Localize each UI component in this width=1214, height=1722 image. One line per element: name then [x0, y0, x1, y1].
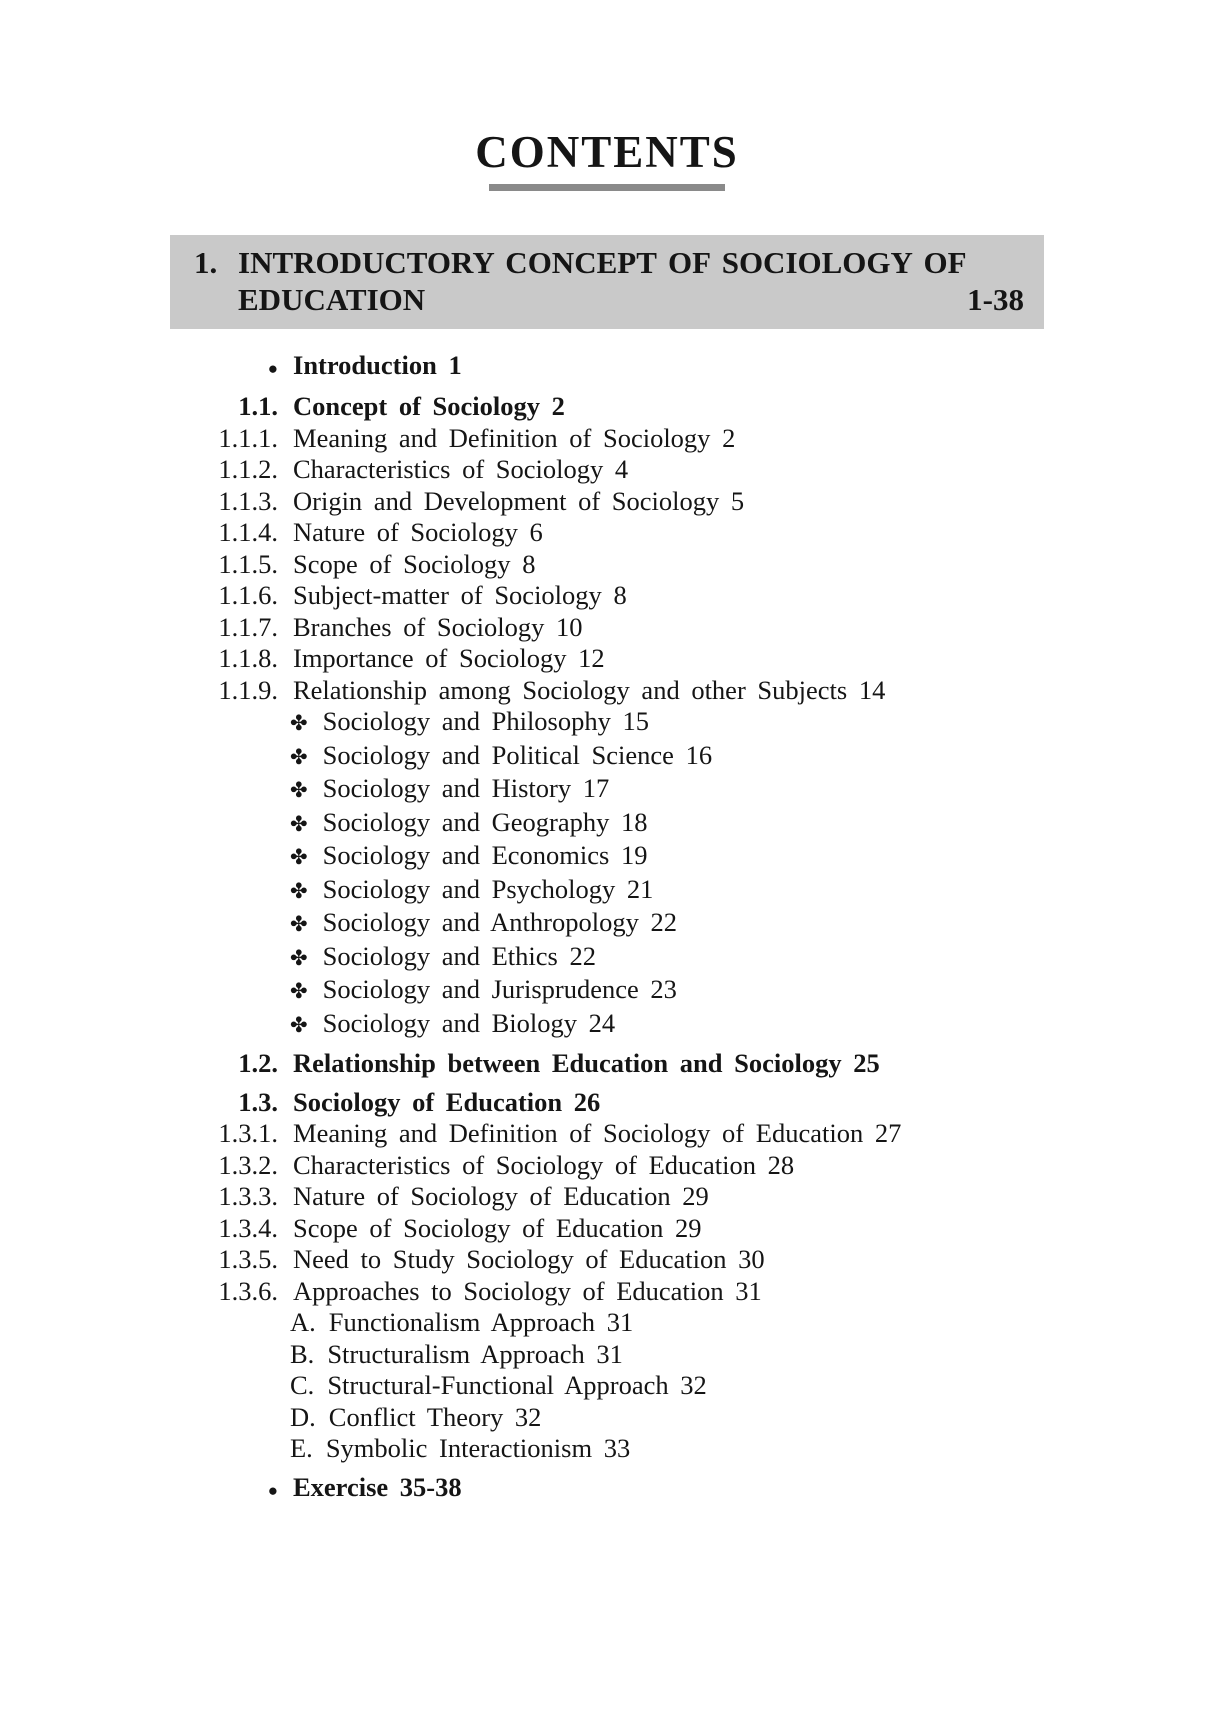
entry-page: 18 [620, 806, 648, 837]
entry-page: 8 [522, 548, 536, 579]
entry-letter: C. [290, 1370, 315, 1400]
clover-bullet-icon: ✤ [290, 778, 308, 802]
entry-page: 5 [730, 485, 745, 516]
entry-label: Characteristics of Sociology of Education [293, 1149, 757, 1180]
chapter-header-bar [170, 235, 1044, 329]
toc-row [148, 1181, 1214, 1213]
entry-label: Sociology and Geography [322, 806, 610, 837]
entry-page: 32 [680, 1370, 707, 1400]
entry-letter: D. [290, 1401, 316, 1432]
toc-row [148, 1008, 1214, 1042]
entry-label: Approaches to Sociology of Education [293, 1275, 724, 1306]
entry-number: 1.3.1. [218, 1118, 278, 1148]
toc-row [148, 1244, 1214, 1276]
entry-number: 1.1.1. [218, 422, 278, 453]
entry-page: 27 [874, 1118, 902, 1148]
toc-row [148, 643, 1214, 675]
entry-label: Meaning and Definition of Sociology [293, 422, 711, 453]
entry-number: 1.1.8. [218, 643, 278, 673]
entry-page: 14 [858, 674, 886, 705]
entry-page: 23 [650, 974, 677, 1004]
toc-row [148, 1307, 1214, 1339]
entry-letter: B. [290, 1338, 315, 1369]
toc-row [148, 486, 1214, 518]
entry-page: 10 [556, 611, 583, 642]
toc-row [148, 1402, 1214, 1434]
entry-page: 35-38 [399, 1471, 462, 1502]
clover-bullet-icon: ✤ [290, 845, 308, 869]
entry-number: 1.1.4. [218, 517, 278, 547]
entry-label: Relationship between Education and Sociology [293, 1048, 842, 1078]
toc-row [148, 1213, 1214, 1245]
entry-letter: A. [290, 1307, 316, 1337]
entry-label: Branches of Sociology [293, 611, 545, 642]
toc-row [148, 807, 1214, 841]
entry-number: 1.3.5. [218, 1244, 278, 1274]
entry-page: 31 [596, 1338, 623, 1369]
entry-page: 31 [606, 1307, 634, 1337]
entry-number: 1.3.3. [218, 1181, 278, 1211]
entry-label: Nature of Sociology [293, 517, 518, 547]
clover-bullet-icon: ✤ [290, 878, 308, 903]
entry-number: 1.1. [238, 391, 278, 421]
entry-label: Introduction [293, 349, 437, 380]
entry-page: 2 [722, 422, 736, 453]
page-title: CONTENTS [475, 127, 739, 177]
entry-number: 1.1.2. [218, 454, 278, 484]
entry-page: 29 [674, 1212, 702, 1243]
clover-bullet-icon: ✤ [290, 811, 308, 836]
entry-label: Sociology and History [322, 773, 572, 803]
entry-page: 33 [603, 1433, 631, 1463]
toc-row [148, 974, 1214, 1008]
chapter-title-line2: EDUCATION [238, 281, 426, 317]
toc-row [148, 1087, 1214, 1119]
toc-row [148, 1433, 1214, 1465]
entry-page: 25 [853, 1048, 880, 1078]
entry-page: 29 [682, 1181, 709, 1211]
entry-number: 1.1.3. [218, 485, 278, 516]
toc-row [148, 1472, 1214, 1507]
toc-row [148, 773, 1214, 807]
entry-page: 30 [738, 1244, 765, 1274]
entry-label: Sociology and Anthropology [322, 907, 639, 937]
toc-row [148, 840, 1214, 874]
toc-row [148, 740, 1214, 774]
toc-row [148, 350, 1214, 385]
entry-page: 6 [529, 517, 543, 547]
toc-row [148, 454, 1214, 486]
toc-row [148, 549, 1214, 581]
entry-label: Sociology and Jurisprudence [322, 974, 639, 1004]
entry-label: Sociology and Philosophy [322, 706, 611, 736]
entry-label: Sociology and Ethics [322, 940, 558, 971]
toc-row [148, 1118, 1214, 1150]
entry-page: 28 [767, 1149, 795, 1180]
clover-bullet-icon: ✤ [290, 979, 308, 1003]
entry-label: Functionalism Approach [328, 1307, 596, 1337]
entry-label: Origin and Development of Sociology [293, 485, 720, 516]
entry-label: Sociology of Education [293, 1086, 563, 1117]
entry-number: 1.2. [238, 1048, 278, 1078]
title-underline [489, 184, 725, 191]
entry-page: 15 [622, 706, 649, 736]
toc-row [148, 1370, 1214, 1402]
chapter-number: 1. [194, 244, 218, 280]
entry-number: 1.1.7. [218, 611, 278, 642]
entry-number: 1.1.5. [218, 548, 278, 579]
bullet-icon: ● [267, 358, 278, 378]
entry-page: 22 [569, 940, 596, 971]
entry-page: 22 [650, 907, 677, 937]
entry-label: Sociology and Biology [322, 1007, 577, 1038]
clover-bullet-icon: ✤ [290, 711, 308, 735]
entry-number: 1.3.2. [218, 1149, 278, 1180]
entry-label: Sociology and Political Science [322, 739, 674, 770]
entry-letter: E. [290, 1433, 313, 1463]
toc-row [148, 423, 1214, 455]
toc-list [0, 350, 1214, 1507]
entry-label: Sociology and Economics [322, 840, 610, 870]
chapter-page-range: 1-38 [967, 281, 1024, 317]
entry-page: 26 [573, 1086, 601, 1117]
entry-page: 12 [578, 643, 605, 673]
chapter-header-line1 [194, 244, 1024, 281]
title-block [0, 0, 1214, 191]
entry-page: 17 [582, 773, 610, 803]
entry-label: Meaning and Definition of Sociology of Education [293, 1118, 864, 1148]
entry-label: Concept of Sociology [293, 391, 541, 421]
chapter-header-line2 [194, 281, 1024, 318]
entry-label: Conflict Theory [328, 1401, 504, 1432]
entry-label: Subject-matter of Sociology [293, 580, 602, 610]
toc-row [148, 675, 1214, 707]
entry-label: Sociology and Psychology [322, 873, 616, 904]
entry-label: Structural-Functional Approach [327, 1370, 669, 1400]
entry-page: 19 [620, 840, 648, 870]
clover-bullet-icon: ✤ [290, 945, 308, 970]
entry-page: 16 [685, 739, 713, 770]
entry-page: 4 [614, 454, 629, 484]
toc-row [148, 1048, 1214, 1080]
entry-page: 32 [514, 1401, 542, 1432]
entry-label: Characteristics of Sociology [293, 454, 604, 484]
entry-label: Exercise [293, 1471, 389, 1502]
clover-bullet-icon: ✤ [290, 744, 308, 769]
chapter-title-line1: INTRODUCTORY CONCEPT OF SOCIOLOGY OF [238, 244, 967, 280]
entry-page: 8 [613, 580, 627, 610]
toc-row [148, 874, 1214, 908]
entry-number: 1.3.6. [218, 1275, 278, 1306]
entry-page: 24 [588, 1007, 616, 1038]
entry-label: Need to Study Sociology of Education [293, 1244, 727, 1274]
entry-page: 1 [448, 349, 462, 380]
toc-row [148, 517, 1214, 549]
toc-row [148, 706, 1214, 740]
clover-bullet-icon: ✤ [290, 912, 308, 936]
entry-number: 1.1.6. [218, 580, 278, 610]
toc-row [148, 1150, 1214, 1182]
entry-label: Scope of Sociology [293, 548, 511, 579]
entry-page: 31 [735, 1275, 762, 1306]
clover-bullet-icon: ✤ [290, 1012, 308, 1037]
entry-label: Nature of Sociology of Education [293, 1181, 671, 1211]
entry-number: 1.3.4. [218, 1212, 278, 1243]
toc-row [148, 612, 1214, 644]
entry-label: Structuralism Approach [327, 1338, 585, 1369]
entry-label: Scope of Sociology of Education [293, 1212, 664, 1243]
entry-number: 1.1.9. [218, 674, 278, 705]
toc-row [148, 941, 1214, 975]
bullet-icon: ● [267, 1480, 278, 1500]
entry-label: Relationship among Sociology and other Subjects [293, 674, 848, 705]
entry-page: 21 [626, 873, 654, 904]
entry-number: 1.3. [238, 1086, 278, 1117]
entry-label: Symbolic Interactionism [325, 1433, 593, 1463]
toc-row [148, 1276, 1214, 1308]
entry-page: 2 [551, 391, 565, 421]
entry-label: Importance of Sociology [293, 643, 567, 673]
toc-row [148, 580, 1214, 612]
toc-row [148, 391, 1214, 423]
toc-row [148, 1339, 1214, 1371]
toc-row [148, 907, 1214, 941]
